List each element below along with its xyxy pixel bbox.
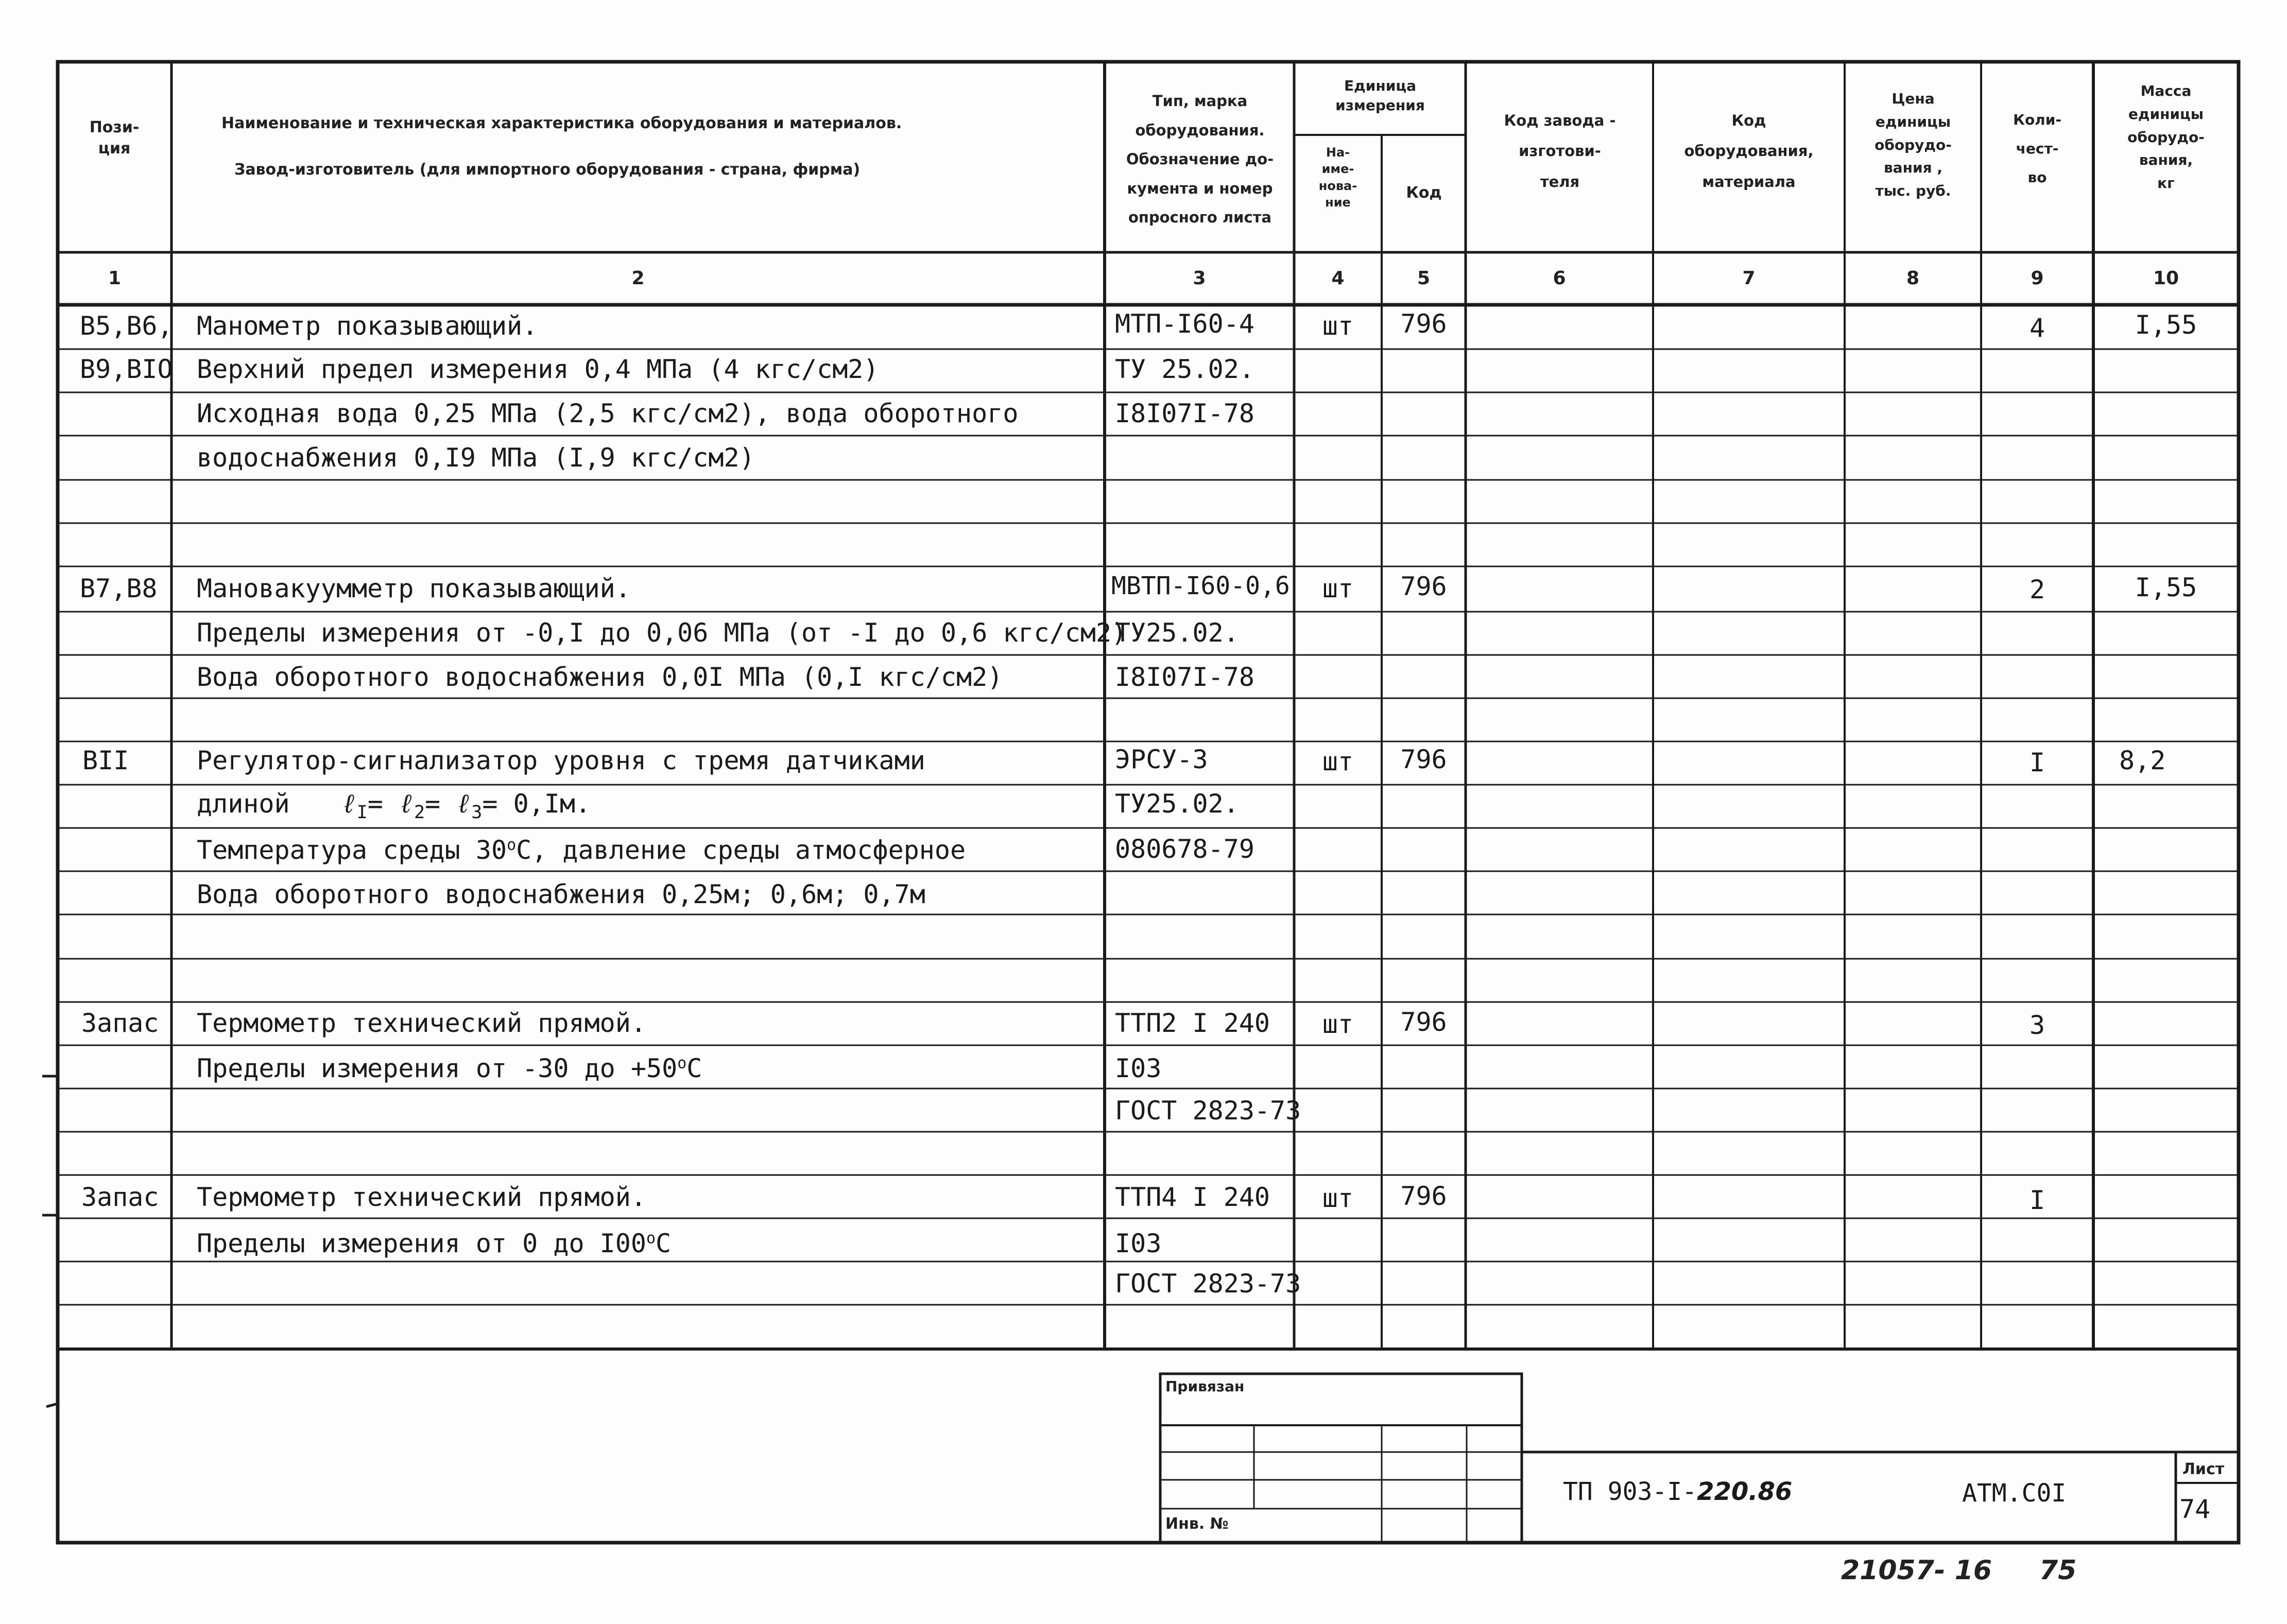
type-cell: 080678-79 [1115, 834, 1254, 864]
name-cell: Термометр технический прямой. [197, 1182, 646, 1212]
quantity-cell: I [2029, 1185, 2045, 1215]
name-cell [197, 837, 966, 863]
length-prefix: длиной [197, 789, 290, 819]
column-number: 8 [1906, 268, 1920, 289]
name-cell: Пределы измерения от -0,I до 0,06 МПа (от -I до 0,6 кгс/см2) [197, 618, 1127, 648]
header-position: Пози- ция [89, 118, 140, 158]
name-cell: длиной ℓ$_I$= ℓ$_2$= ℓ$_3$= 0,Iм. [197, 789, 591, 823]
name-cell: Регулятор-сигнализатор уровня с тремя датчиками [197, 746, 925, 775]
name-text: Пределы измерения от 0 до I00 [197, 1229, 646, 1258]
name-cell: Манометр показывающий. [197, 311, 538, 341]
name-cell: Мановакуумметр показывающий. [197, 574, 631, 603]
quantity-cell: 3 [2029, 1010, 2045, 1040]
unit-code-cell: 796 [1400, 1007, 1447, 1037]
degree-mark: о [677, 1054, 687, 1073]
type-cell: I8I07I-78 [1115, 399, 1254, 428]
length-symbol-2: ℓ [398, 789, 414, 819]
name-text: Пределы измерения от -30 до +50 [197, 1053, 678, 1083]
document-code-typed: ТП 903-I- [1563, 1477, 1697, 1506]
type-cell: ЭРСУ-3 [1115, 745, 1208, 774]
unit-cell: шт [1322, 311, 1354, 341]
type-cell: ГОСТ 2823-73 [1115, 1096, 1301, 1126]
column-number: 1 [108, 268, 122, 289]
length-subscript-3: 3 [471, 802, 483, 823]
name-text: С, давление среды атмосферное [516, 835, 966, 865]
bound-label: Привязан [1165, 1378, 1245, 1395]
column-number: 5 [1417, 268, 1431, 289]
type-cell: I8I07I-78 [1115, 662, 1254, 692]
sheet-number: 74 [2179, 1494, 2211, 1524]
document-mark: АТМ.С0I [1962, 1479, 2067, 1508]
header-unit-code: Код [1406, 184, 1442, 202]
unit-cell: шт [1322, 1183, 1354, 1213]
type-cell: МТП-I60-4 [1115, 309, 1254, 339]
column-number: 2 [631, 268, 645, 289]
column-number: 7 [1742, 268, 1756, 289]
name-text: С [656, 1229, 672, 1258]
position-cell: Запас [81, 1008, 159, 1038]
type-cell: ТУ 25.02. [1115, 354, 1254, 384]
name-cell: Вода оборотного водоснабжения 0,25м; 0,6м; 0,7м [197, 879, 925, 909]
header-unit-price: Цена единицы оборудо- вания , тыс. руб. [1875, 90, 1952, 200]
position-cell: В9,ВIО [80, 354, 173, 384]
length-symbol-1: ℓ [341, 789, 357, 819]
length-subscript-1: I [356, 802, 368, 823]
name-cell: Исходная вода 0,25 МПа (2,5 кгс/см2), вода оборотного [197, 399, 1019, 428]
mass-cell: 8,2 [2119, 746, 2166, 775]
header-name-line2: Завод-изготовитель (для импортного оборудования - страна, фирма) [234, 161, 861, 179]
quantity-cell: 2 [2029, 575, 2045, 604]
unit-code-cell: 796 [1400, 1181, 1447, 1211]
name-cell [197, 1231, 671, 1256]
sheet-label: Лист [2182, 1460, 2225, 1478]
length-subscript-2: 2 [414, 802, 425, 823]
name-cell [197, 1053, 702, 1083]
type-cell: МВТП-I60-0,6 [1111, 572, 1290, 600]
position-cell: В5,В6, [80, 311, 173, 341]
quantity-cell: 4 [2029, 313, 2045, 343]
header-factory-code: Код завода - изготови- теля [1504, 112, 1616, 191]
unit-code-cell: 796 [1400, 572, 1447, 601]
header-unit-mass: Масса единицы оборудо- вания, кг [2127, 82, 2205, 192]
header-type: Тип, марка оборудования. Обозначение до- кумента и номер опросного листа [1126, 92, 1274, 227]
position-cell: В7,В8 [80, 574, 158, 603]
page-number: 75 [2039, 1555, 2077, 1586]
unit-cell: шт [1322, 574, 1354, 603]
header-equipment-code: Код оборудования, материала [1684, 112, 1814, 191]
column-number: 9 [2031, 268, 2044, 289]
type-cell: ТУ25.02. [1115, 789, 1239, 819]
position-cell: Запас [81, 1182, 159, 1212]
type-cell: I03 [1115, 1053, 1162, 1083]
type-cell: ГОСТ 2823-73 [1115, 1269, 1301, 1299]
type-cell: ТТП4 I 240 [1115, 1182, 1270, 1212]
length-symbol-3: ℓ [456, 789, 472, 819]
header-name-line1: Наименование и техническая характеристика оборудования и материалов. [221, 114, 902, 132]
header-quantity: Коли- чест- во [2013, 111, 2061, 186]
document-code [1563, 1479, 1792, 1504]
column-number: 4 [1331, 268, 1345, 289]
unit-cell: шт [1322, 747, 1354, 776]
mass-cell: I,55 [2135, 310, 2197, 340]
column-number: 10 [2153, 268, 2179, 289]
inventory-number-label: Инв. № [1165, 1515, 1229, 1533]
unit-code-cell: 796 [1400, 309, 1447, 339]
document-code-handwritten: 220.86 [1697, 1477, 1793, 1506]
type-cell: I03 [1115, 1229, 1162, 1258]
name-cell: водоснабжения 0,I9 МПа (I,9 кгс/см2) [197, 443, 755, 473]
unit-cell: шт [1322, 1009, 1354, 1039]
name-cell: Вода оборотного водоснабжения 0,0I МПа (0,I кгс/см2) [197, 662, 1003, 692]
degree-mark: о [646, 1229, 656, 1248]
position-cell: ВII [82, 746, 129, 775]
name-cell: Верхний предел измерения 0,4 МПа (4 кгс/см2) [197, 354, 879, 384]
type-cell: ТТП2 I 240 [1115, 1008, 1270, 1038]
mass-cell: I,55 [2135, 573, 2197, 602]
name-text: С [686, 1053, 702, 1083]
unit-code-cell: 796 [1400, 745, 1447, 774]
degree-mark: о [507, 836, 517, 854]
order-number: 21057- 16 [1841, 1555, 1992, 1586]
length-value: 0,Iм. [513, 789, 591, 819]
header-unit-name: На- име- нова- ние [1318, 145, 1357, 210]
column-number: 6 [1553, 268, 1566, 289]
quantity-cell: I [2029, 748, 2045, 778]
name-cell: Термометр технический прямой. [197, 1008, 646, 1038]
name-text: Температура среды 30 [197, 835, 507, 865]
header-unit-group: Единица измерения [1335, 77, 1425, 114]
type-cell: ТУ25.02. [1115, 618, 1239, 648]
column-number: 3 [1193, 268, 1206, 289]
